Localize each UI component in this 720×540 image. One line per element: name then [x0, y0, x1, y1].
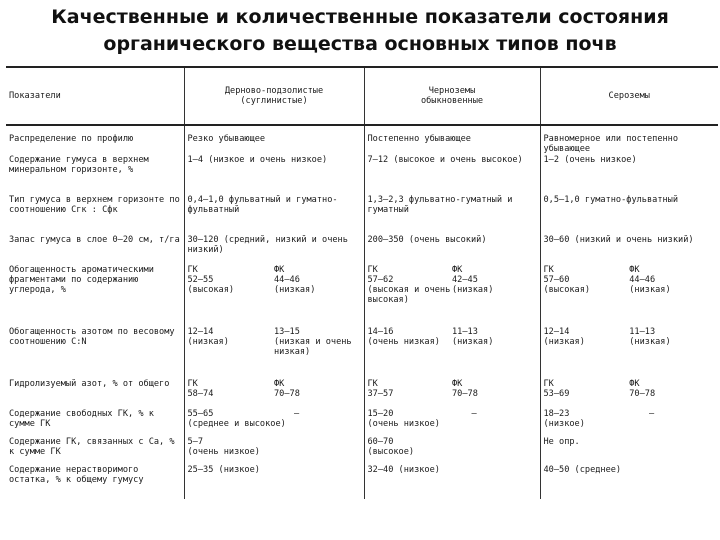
header-indicators: Показатели: [6, 67, 184, 125]
cell-hk: ГК 37—57: [367, 378, 394, 399]
header-soil-chernozem: Черноземы обыкновенные: [364, 67, 540, 125]
cell-hk: 12—14 (низкая): [543, 326, 585, 347]
table-row: [6, 195, 718, 235]
cell-value: 55—65 (среднее и высокое): [187, 408, 286, 429]
slide-title: Качественные и количественные показатели состояния органического вещества основных типов почв: [51, 6, 669, 55]
cell-dash: —: [649, 408, 655, 419]
table-cell: Равномерное или постепенно убывающее: [540, 125, 718, 155]
table-cell: 1—4 (низкое и очень низкое): [184, 155, 364, 195]
table-row: [6, 155, 718, 195]
cell-hk: 12—14 (низкая): [187, 326, 229, 347]
table-cell: 5—7 (очень низкое): [184, 437, 364, 465]
cell-fk: ФК 42—45 (низкая): [452, 264, 494, 296]
table-row: [6, 235, 718, 265]
table-cell: 7—12 (высокое и очень высокое): [364, 155, 540, 195]
table-cell: [364, 379, 540, 409]
cell-hk: ГК 53—69: [543, 378, 570, 399]
table-header-row: [6, 67, 718, 125]
cell-fk: ФК 70—78: [274, 378, 300, 399]
cell-hk: ГК 57—60 (высокая): [543, 264, 591, 296]
table-cell: 30—60 (низкий и очень низкий): [540, 235, 718, 265]
table-cell: [364, 327, 540, 379]
cell-hk: ГК 58—74: [187, 378, 214, 399]
table-cell: [364, 265, 540, 327]
row-label: Содержание ГК, связанных с Ca, % к сумме ГК: [9, 436, 175, 457]
cell-value: 18—23 (низкое): [543, 408, 585, 429]
row-label: Запас гумуса в слое 0—20 см, т/га: [9, 234, 180, 245]
row-label: Содержание нерастворимого остатка, % к общему гумусу: [9, 464, 144, 485]
table-cell: [184, 409, 364, 437]
cell-fk: ФК 70—78: [629, 378, 656, 399]
cell-fk: 11—13 (низкая): [452, 326, 494, 347]
table-cell: [184, 327, 364, 379]
table-row: [6, 327, 718, 379]
table-cell: [184, 265, 364, 327]
cell-fk: ФК 44—46 (низкая): [629, 264, 671, 296]
table-row: [6, 379, 718, 409]
table-cell: 60—70 (высокое): [364, 437, 540, 465]
table-cell: Резко убывающее: [184, 125, 364, 155]
table-cell: 30—120 (средний, низкий и очень низкий): [184, 235, 364, 265]
cell-hk: 14—16 (очень низкая): [367, 326, 440, 347]
row-label: Обогащенность азотом по весовому соотношению C:N: [9, 326, 175, 347]
soil-indicators-table: [6, 66, 718, 499]
table-cell: [364, 409, 540, 437]
table-cell: 1,3—2,3 фульватно-гуматный и гуматный: [364, 195, 540, 235]
table-cell: 200—350 (очень высокий): [364, 235, 540, 265]
table-cell: [540, 265, 718, 327]
table-cell: 1—2 (очень низкое): [540, 155, 718, 195]
table-cell: [184, 379, 364, 409]
table-cell: [540, 379, 718, 409]
table-cell: 0,4—1,0 фульватный и гуматно-фульватный: [184, 195, 364, 235]
cell-fk: 11—13 (низкая): [629, 326, 671, 347]
row-label: Гидролизуемый азот, % от общего: [9, 378, 170, 389]
table-row: [6, 437, 718, 465]
table-cell: [540, 409, 718, 437]
cell-fk: ФК 44—46 (низкая): [274, 264, 316, 296]
cell-hk: ГК 52—55 (высокая): [187, 264, 235, 296]
cell-value: 15—20 (очень низкое): [367, 408, 440, 429]
table-cell: 40—50 (среднее): [540, 465, 718, 499]
table-cell: 0,5—1,0 гуматно-фульватный: [540, 195, 718, 235]
table-row: [6, 465, 718, 499]
table-cell: Постепенно убывающее: [364, 125, 540, 155]
cell-fk: 13—15 (низкая и очень низкая): [274, 326, 352, 358]
table-cell: 25—35 (низкое): [184, 465, 364, 499]
row-label: Обогащенность ароматическими фрагментами по содержанию углерода, %: [9, 264, 154, 296]
cell-dash: —: [471, 408, 477, 419]
table-row: [6, 265, 718, 327]
row-label: Тип гумуса в верхнем горизонте по соотношению Cгк : Cфк: [9, 194, 180, 215]
row-label: Содержание свободных ГК, % к сумме ГК: [9, 408, 154, 429]
table-cell: Не опр.: [540, 437, 718, 465]
table-row: [6, 125, 718, 155]
row-label: Содержание гумуса в верхнем минеральном горизонте, %: [9, 154, 149, 175]
table-cell: 32—40 (низкое): [364, 465, 540, 499]
row-label: Распределение по профилю: [9, 134, 134, 144]
cell-dash: —: [293, 408, 300, 419]
table-row: [6, 409, 718, 437]
cell-hk: ГК 57—62 (высокая и очень высокая): [367, 264, 451, 306]
scanned-table: [6, 66, 718, 536]
header-soil-serozem: Сероземы: [540, 67, 718, 125]
table-cell: [540, 327, 718, 379]
cell-fk: ФК 70—78: [452, 378, 478, 399]
header-soil-sod-podzolic: Дерново-подзолистые (суглинистые): [184, 67, 364, 125]
